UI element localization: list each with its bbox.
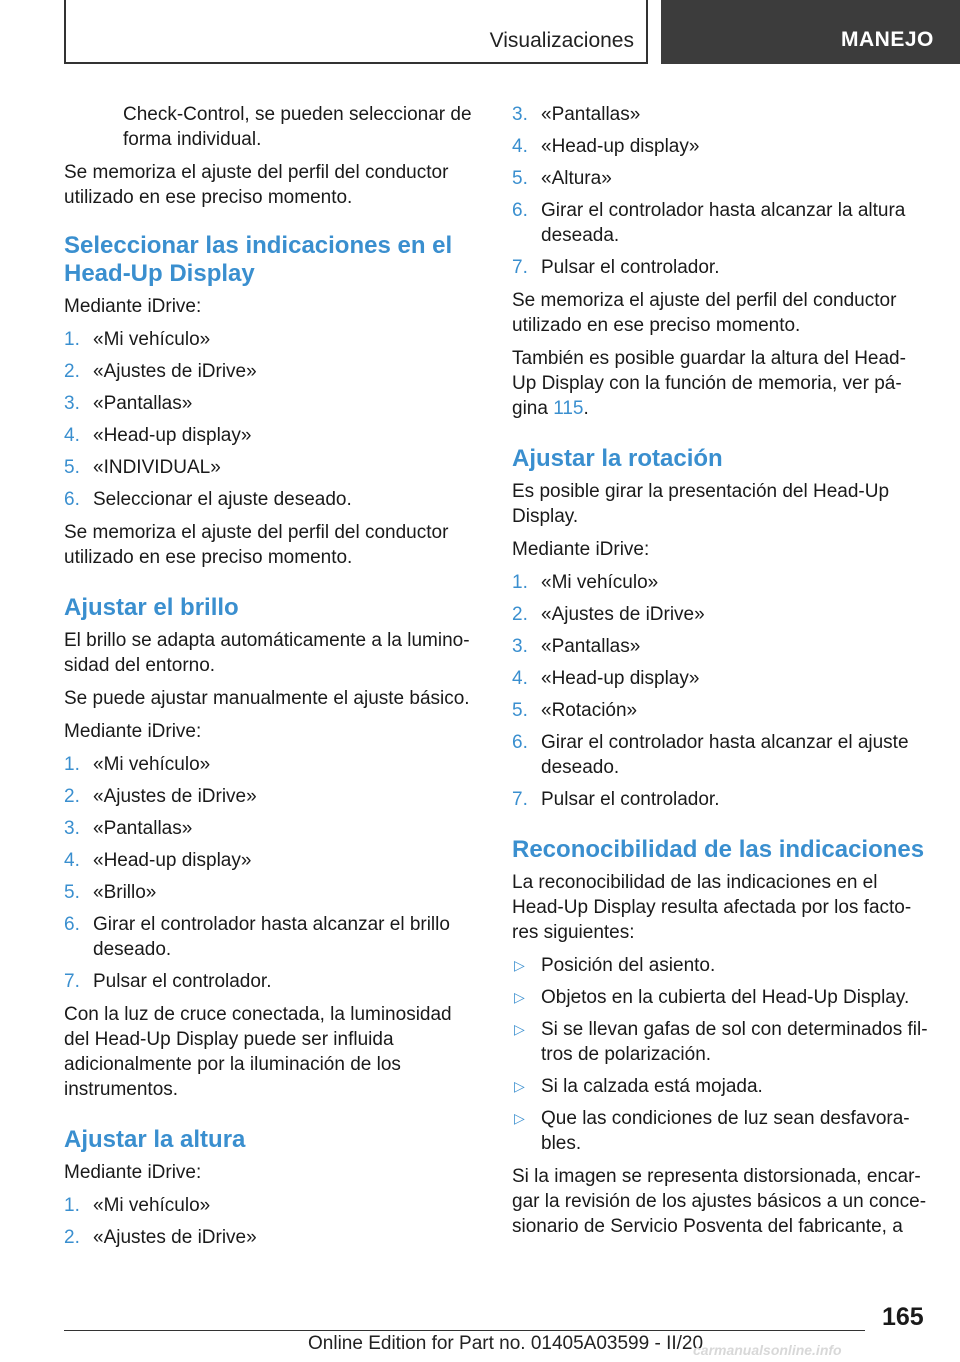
steps-list-rotation (512, 570, 930, 812)
footer-divider (64, 1330, 865, 1331)
rotation-paragraph: Es posible girar la presentación del Head-Up Display. (512, 481, 890, 527)
triangle-bullet-icon: ▷ (514, 989, 525, 1005)
list-item: 5. «Rotación» (512, 700, 638, 721)
list-item: 7. Pulsar el controlador. (512, 257, 720, 278)
steps-list-brightness (64, 752, 480, 994)
steps-list-height-continued (512, 102, 930, 280)
factors-bullet-list (512, 953, 930, 1156)
triangle-bullet-icon: ▷ (514, 1021, 525, 1037)
triangle-bullet-icon: ▷ (514, 1110, 525, 1126)
heading-rotation: Ajustar la rotación (512, 445, 723, 472)
list-item: 7. Pulsar el controlador. (512, 789, 720, 810)
header-chapter-tab (661, 0, 960, 64)
list-item: 2. «Ajustes de iDrive» (64, 786, 257, 807)
watermark-logo: carmanualsonline.info (693, 1342, 842, 1358)
footer-edition: Online Edition for Part no. 01405A03599 - II/20 (308, 1333, 704, 1354)
list-item: 1. «Mi vehículo» (64, 329, 211, 350)
list-item: 5. «Brillo» (64, 882, 157, 903)
list-item: ▷ Posición del asiento. (514, 955, 716, 976)
list-item: 3. «Pantallas» (64, 818, 193, 839)
list-item: 5. «Altura» (512, 168, 612, 189)
intro-paragraph: Check-Control, se pueden seleccionar de forma individual. (123, 104, 472, 150)
left-column (64, 102, 480, 1258)
list-item: 4. «Head-up display» (512, 136, 700, 157)
brightness-paragraph-1: El brillo se adapta automáticamente a la luminosidad del entorno. (64, 630, 470, 676)
idrive-label-3: Mediante iDrive: (64, 1162, 202, 1183)
list-item: 4. «Head-up display» (64, 850, 252, 871)
idrive-label-1: Mediante iDrive: (64, 296, 202, 317)
triangle-bullet-icon: ▷ (514, 957, 525, 973)
steps-list-select (64, 327, 480, 512)
list-item: 3. «Pantallas» (512, 636, 641, 657)
list-item: 5. «INDIVIDUAL» (64, 457, 221, 478)
list-item: 3. «Pantallas» (64, 393, 193, 414)
right-column (512, 102, 930, 1247)
list-item: 4. «Head-up display» (512, 668, 700, 689)
list-item: 6. Girar el controlador hasta alcanzar la altura deseada. (512, 200, 906, 246)
list-item: 2. «Ajustes de iDrive» (64, 1227, 257, 1248)
low-beam-paragraph: Con la luz de cruce conectada, la luminosidad del Head-Up Display puede ser influida adicionalmente por la iluminación de los instrumentos. (64, 1004, 452, 1100)
recognizability-paragraph: La reconocibilidad de las indicaciones en el Head-Up Display resulta afectada por los factores siguientes: (512, 872, 912, 943)
memo-paragraph-1: Se memoriza el ajuste del perfil del conductor utilizado en ese preciso momento. (64, 162, 449, 208)
list-item: 1. «Mi vehículo» (64, 1195, 211, 1216)
list-item: 1. «Mi vehículo» (64, 754, 211, 775)
list-item: 6. Seleccionar el ajuste deseado. (64, 489, 352, 510)
list-item: 3. «Pantallas» (512, 104, 641, 125)
brightness-paragraph-2: Se puede ajustar manualmente el ajuste básico. (64, 688, 470, 709)
heading-height: Ajustar la altura (64, 1126, 246, 1153)
idrive-label-2: Mediante iDrive: (64, 721, 202, 742)
page-number: 165 (882, 1303, 924, 1331)
list-item: ▷ Que las condiciones de luz sean desfavorables. (514, 1108, 910, 1154)
triangle-bullet-icon: ▷ (514, 1078, 525, 1094)
list-item: 7. Pulsar el controlador. (64, 971, 272, 992)
memo-paragraph-2: Se memoriza el ajuste del perfil del conductor utilizado en ese preciso momento. (64, 522, 449, 568)
header-section-box (64, 0, 648, 64)
memory-paragraph: También es posible guardar la altura del Head-Up Display con la función de memoria, ver página 115. (512, 348, 906, 419)
page-link-115[interactable]: 115 (553, 398, 584, 419)
heading-recognizability: Reconocibilidad de las indicaciones (512, 836, 925, 863)
list-item: 6. Girar el controlador hasta alcanzar el brillo deseado. (64, 914, 450, 960)
list-item: 2. «Ajustes de iDrive» (64, 361, 257, 382)
header-chapter-title: MANEJO (841, 28, 934, 51)
steps-list-height (64, 1193, 480, 1250)
list-item: 1. «Mi vehículo» (512, 572, 659, 593)
list-item: ▷ Si la calzada está mojada. (514, 1076, 763, 1097)
list-item: 4. «Head-up display» (64, 425, 252, 446)
distortion-paragraph: Si la imagen se representa distorsionada, encargar la revisión de los ajustes básicos a un concesionario de Servicio Posventa del fabricante, a (512, 1166, 927, 1237)
header-section-title: Visualizaciones (489, 29, 634, 52)
list-item: ▷ Objetos en la cubierta del Head-Up Display. (514, 987, 910, 1008)
heading-select-indications: Seleccionar las indicaciones en el Head-Up Display (64, 232, 453, 287)
heading-brightness: Ajustar el brillo (64, 594, 239, 621)
list-item: ▷ Si se llevan gafas de sol con determinados filtros de polarización. (514, 1019, 928, 1065)
list-item: 2. «Ajustes de iDrive» (512, 604, 705, 625)
idrive-label-4: Mediante iDrive: (512, 539, 650, 560)
memo-paragraph-3: Se memoriza el ajuste del perfil del conductor utilizado en ese preciso momento. (512, 290, 897, 336)
list-item: 6. Girar el controlador hasta alcanzar el ajuste deseado. (512, 732, 909, 778)
